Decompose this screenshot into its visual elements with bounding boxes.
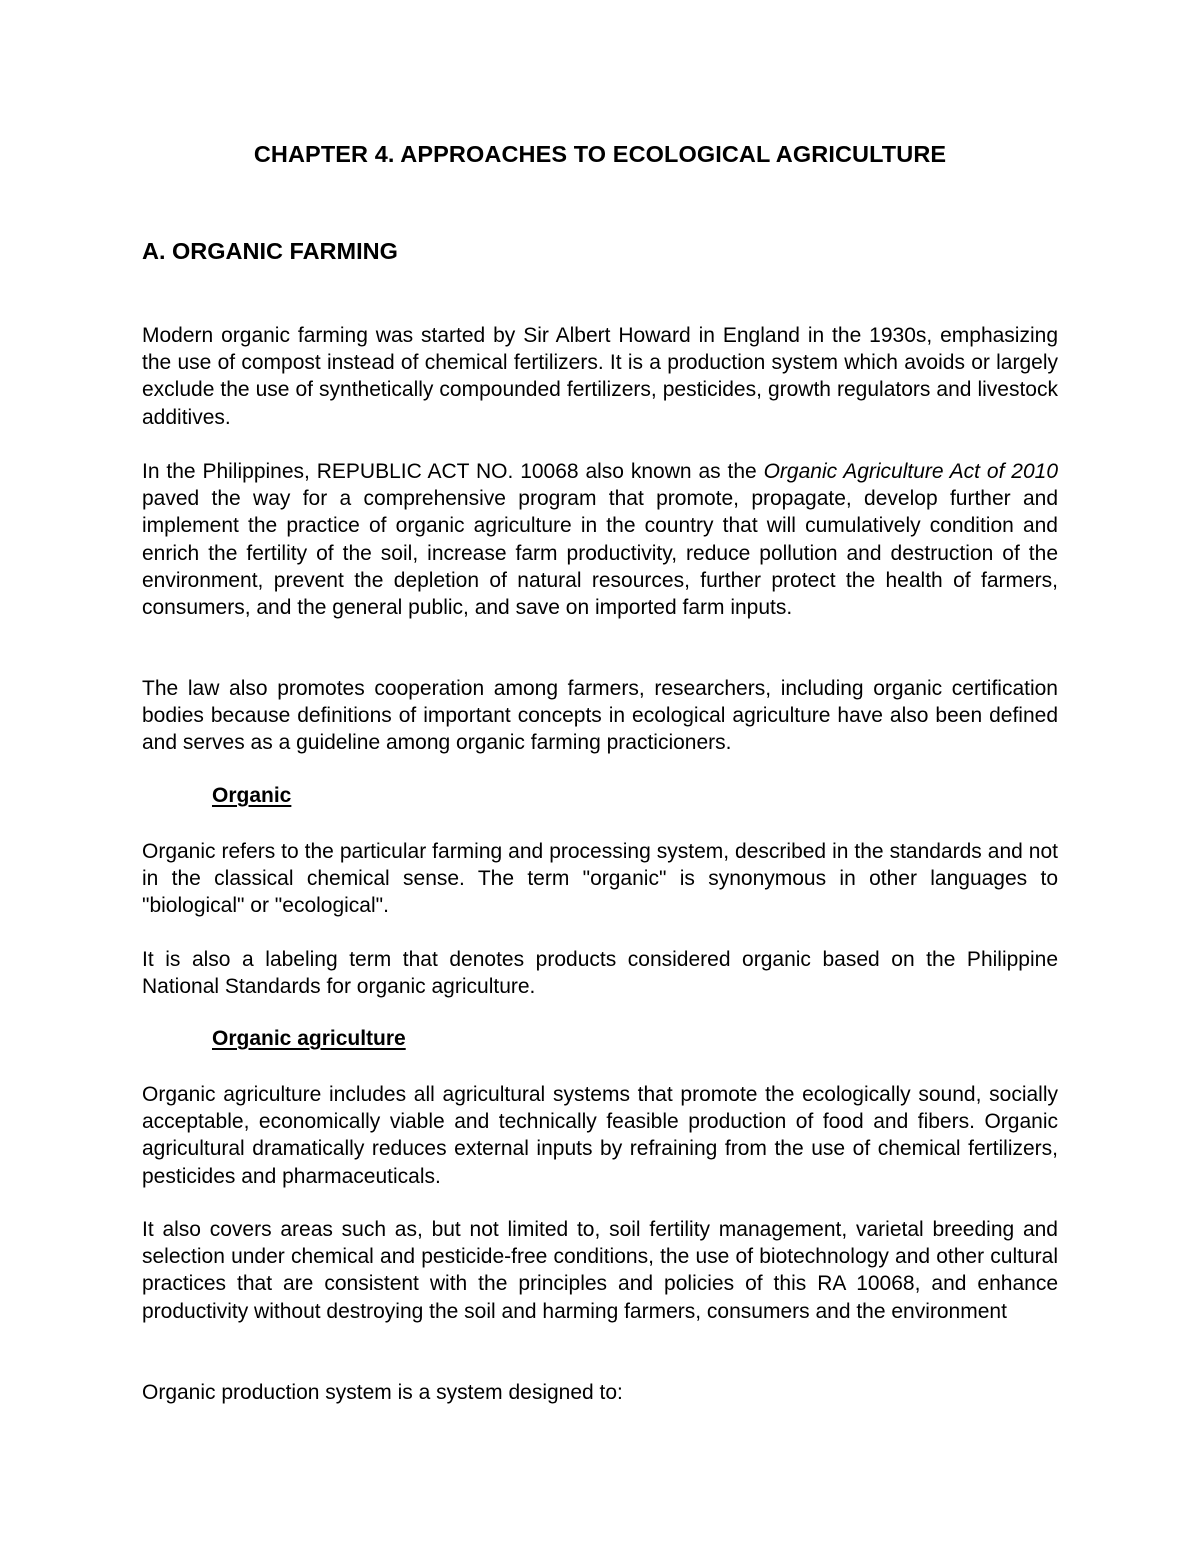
paragraph-organic-definition: Organic refers to the particular farming and processing system, described in the standards and not in the classical chemical sense. The term "organic" is synonymous in other languages to "biological" or "ecological". [142, 840, 1058, 918]
subheading-organic: Organic [212, 784, 292, 807]
paragraph-republic-act-text-1: In the Philippines, REPUBLIC ACT NO. 10068 also known as the [142, 460, 764, 483]
section-title: A. ORGANIC FARMING [142, 238, 398, 264]
paragraph-republic-act [142, 458, 1058, 621]
chapter-title: CHAPTER 4. APPROACHES TO ECOLOGICAL AGRICULTURE [253, 141, 947, 167]
paragraph-labeling-term: It is also a labeling term that denotes products considered organic based on the Philippine National Standards for organic agriculture. [142, 948, 1058, 999]
paragraph-republic-act-text-2: paved the way for a comprehensive program that promote, propagate, develop further and implement the practice of organic agriculture in the country that will cumulatively condition and enrich the fertility of the soil, increase farm productivity, reduce pollution and destruction of the environment, prevent the depletion of natural resources, further protect the health of farmers, consumers, and the general public, and save on imported farm inputs. [142, 487, 1058, 620]
act-name-italic: Organic Agriculture Act of 2010 [763, 460, 1059, 483]
paragraph-production-system: Organic production system is a system designed to: [142, 1381, 623, 1404]
paragraph-cooperation: The law also promotes cooperation among farmers, researchers, including organic certification bodies because definitions of important concepts in ecological agriculture have also been defined and serves as a guideline among organic farming practicioners. [142, 677, 1058, 755]
paragraph-coverage: It also covers areas such as, but not limited to, soil fertility management, varietal breeding and selection under chemical and pesticide-free conditions, the use of biotechnology and other cultural practices that are consistent with the principles and policies of this RA 10068, and enhance productivity without destroying the soil and harming farmers, consumers and the environment [142, 1218, 1058, 1323]
paragraph-history: Modern organic farming was started by Sir Albert Howard in England in the 1930s, emphasizing the use of compost instead of chemical fertilizers. It is a production system which avoids or largely exclude the use of synthetically compounded fertilizers, pesticides, growth regulators and livestock additives. [142, 324, 1058, 429]
subheading-organic-agriculture: Organic agriculture [212, 1027, 406, 1050]
paragraph-organic-agriculture: Organic agriculture includes all agricultural systems that promote the ecologically sound, socially acceptable, economically viable and technically feasible production of food and fibers. Organic agricultural dramatically reduces external inputs by refraining from the use of chemical fertilizers, pesticides and pharmaceuticals. [142, 1083, 1058, 1188]
